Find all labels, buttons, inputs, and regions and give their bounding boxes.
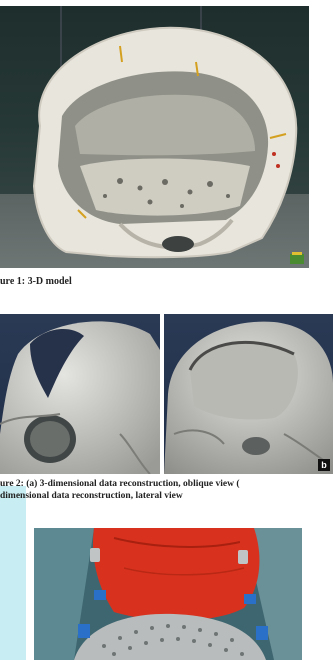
figure3-image — [34, 528, 302, 660]
figure1-image — [0, 6, 309, 268]
figure2a-image — [0, 314, 160, 474]
figure1-caption: ure 1: 3-D model — [0, 276, 72, 287]
figure2-caption-line1: ure 2: (a) 3-dimensional data reconstruction, oblique view ( — [0, 479, 240, 489]
skull-3d-lateral-icon — [164, 314, 333, 474]
figure2-caption — [0, 478, 333, 502]
surgical-field-photo-icon — [34, 528, 302, 660]
skull-model-photo-icon — [0, 6, 309, 268]
left-accent-strip — [0, 486, 26, 660]
figure2b-image — [164, 314, 333, 474]
panel-b-label: b — [318, 459, 330, 471]
skull-3d-oblique-icon — [0, 314, 160, 474]
figure2-caption-line2: dimensional data reconstruction, lateral view — [0, 491, 183, 501]
